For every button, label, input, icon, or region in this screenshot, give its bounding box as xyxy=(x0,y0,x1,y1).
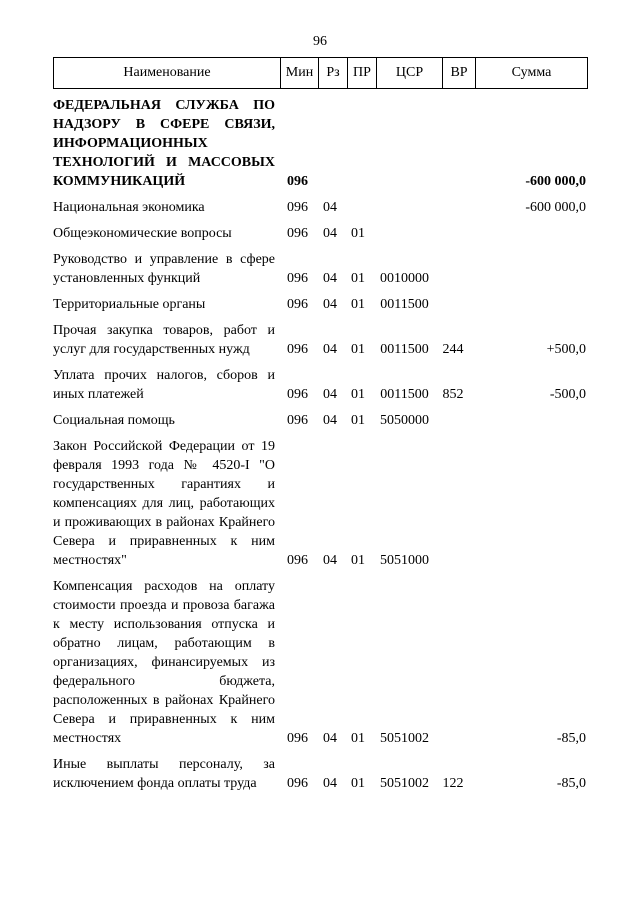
page-number: 96 xyxy=(313,34,327,49)
row-rz: 04 xyxy=(323,413,337,428)
budget-table xyxy=(53,96,588,800)
row-sum xyxy=(469,295,588,314)
row-vr: 852 xyxy=(442,387,464,402)
table-row xyxy=(53,366,588,404)
row-rz: 04 xyxy=(323,553,337,568)
row-vr: 244 xyxy=(442,342,464,357)
row-csr: 5050000 xyxy=(380,413,429,428)
row-min: 096 xyxy=(287,226,308,241)
row-vr xyxy=(437,295,469,314)
row-name: Общеэкономические вопросы xyxy=(53,226,232,241)
row-gap xyxy=(53,359,588,366)
header-min: Мин xyxy=(281,58,319,89)
row-sum: -500,0 xyxy=(549,387,586,402)
row-gap xyxy=(53,430,588,437)
row-min: 096 xyxy=(287,174,308,189)
row-pr: 01 xyxy=(351,271,365,286)
table-row xyxy=(53,198,588,217)
table-row xyxy=(53,577,588,748)
row-rz: 04 xyxy=(323,271,337,286)
row-sum xyxy=(469,224,588,243)
row-rz: 04 xyxy=(323,387,337,402)
row-rz: 04 xyxy=(323,200,337,215)
row-csr xyxy=(372,198,437,217)
row-csr xyxy=(372,96,437,191)
table-row xyxy=(53,250,588,288)
row-vr xyxy=(437,198,469,217)
header-sum: Сумма xyxy=(476,58,588,89)
row-csr: 5051002 xyxy=(380,776,429,791)
table-row xyxy=(53,224,588,243)
row-gap xyxy=(53,404,588,411)
header-csr: ЦСР xyxy=(377,58,443,89)
row-rz: 04 xyxy=(323,731,337,746)
row-min: 096 xyxy=(287,297,308,312)
row-sum xyxy=(469,250,588,288)
row-pr xyxy=(344,198,372,217)
header-pr: ПР xyxy=(348,58,377,89)
row-rz xyxy=(316,96,344,191)
row-sum xyxy=(469,411,588,430)
row-gap-cell xyxy=(53,793,588,800)
row-pr: 01 xyxy=(351,731,365,746)
row-rz: 04 xyxy=(323,342,337,357)
row-gap-cell xyxy=(53,191,588,198)
table-row xyxy=(53,96,588,191)
row-min: 096 xyxy=(287,271,308,286)
row-name: Иные выплаты персоналу, за исключением фонда оплаты труда xyxy=(53,757,275,791)
row-csr: 0010000 xyxy=(380,271,429,286)
row-name: Прочая закупка товаров, работ и услуг для государственных нужд xyxy=(53,323,275,357)
row-name: Руководство и управление в сфере установленных функций xyxy=(53,252,275,286)
table-row xyxy=(53,437,588,570)
row-pr xyxy=(344,96,372,191)
row-pr: 01 xyxy=(351,342,365,357)
row-gap-cell xyxy=(53,217,588,224)
table-row xyxy=(53,755,588,793)
row-gap xyxy=(53,793,588,800)
header-vr: ВР xyxy=(443,58,476,89)
row-min: 096 xyxy=(287,413,308,428)
row-name: Национальная экономика xyxy=(53,200,205,215)
row-rz: 04 xyxy=(323,297,337,312)
row-gap xyxy=(53,288,588,295)
row-pr: 01 xyxy=(351,553,365,568)
header-rz: Рз xyxy=(319,58,348,89)
row-csr xyxy=(372,224,437,243)
row-gap xyxy=(53,191,588,198)
row-gap-cell xyxy=(53,314,588,321)
row-pr: 01 xyxy=(351,226,365,241)
row-pr: 01 xyxy=(351,387,365,402)
table-row xyxy=(53,321,588,359)
row-min: 096 xyxy=(287,387,308,402)
row-name: Уплата прочих налогов, сборов и иных платежей xyxy=(53,368,275,402)
row-sum: -600 000,0 xyxy=(525,200,586,215)
row-rz: 04 xyxy=(323,776,337,791)
row-name: Закон Российской Федерации от 19 февраля 1993 года № 4520-I "О государственных гарантиях и компенсациях для лиц, работающих и проживающих в районах Крайнего Севера и приравненных к ним местностях" xyxy=(53,439,275,568)
row-csr: 5051002 xyxy=(380,731,429,746)
row-name: Социальная помощь xyxy=(53,413,175,428)
row-vr xyxy=(437,411,469,430)
row-gap-cell xyxy=(53,359,588,366)
row-csr: 0011500 xyxy=(380,297,429,312)
row-gap-cell xyxy=(53,288,588,295)
row-gap-cell xyxy=(53,748,588,755)
row-gap xyxy=(53,748,588,755)
row-gap xyxy=(53,570,588,577)
header-name: Наименование xyxy=(54,58,281,89)
row-sum: -85,0 xyxy=(556,731,586,746)
row-vr xyxy=(437,96,469,191)
row-min: 096 xyxy=(287,553,308,568)
row-name: ФЕДЕРАЛЬНАЯ СЛУЖБА ПО НАДЗОРУ В СФЕРЕ СВЯЗИ, ИНФОРМАЦИОННЫХ ТЕХНОЛОГИЙ И МАССОВЫХ КОММУНИКАЦИЙ xyxy=(53,98,275,189)
row-pr: 01 xyxy=(351,297,365,312)
row-csr: 5051000 xyxy=(380,553,429,568)
row-csr: 0011500 xyxy=(380,342,429,357)
row-gap xyxy=(53,243,588,250)
row-vr xyxy=(437,437,469,570)
row-gap-cell xyxy=(53,243,588,250)
row-vr xyxy=(437,577,469,748)
row-vr: 122 xyxy=(442,776,464,791)
row-rz: 04 xyxy=(323,226,337,241)
row-gap-cell xyxy=(53,570,588,577)
row-gap-cell xyxy=(53,404,588,411)
table-header xyxy=(53,57,588,89)
table-row xyxy=(53,411,588,430)
row-vr xyxy=(437,224,469,243)
row-sum: -85,0 xyxy=(556,776,586,791)
row-gap xyxy=(53,217,588,224)
row-vr xyxy=(437,250,469,288)
row-min: 096 xyxy=(287,731,308,746)
row-pr: 01 xyxy=(351,413,365,428)
row-pr: 01 xyxy=(351,776,365,791)
row-sum: -600 000,0 xyxy=(525,174,586,189)
row-name: Территориальные органы xyxy=(53,297,206,312)
row-sum: +500,0 xyxy=(546,342,586,357)
table-row xyxy=(53,295,588,314)
row-min: 096 xyxy=(287,776,308,791)
row-sum xyxy=(469,437,588,570)
row-min: 096 xyxy=(287,342,308,357)
row-min: 096 xyxy=(287,200,308,215)
row-gap-cell xyxy=(53,430,588,437)
row-gap xyxy=(53,314,588,321)
row-name: Компенсация расходов на оплату стоимости проезда и провоза багажа к месту использования отпуска и обратно лицам, работающим в организациях, финансируемых из федерального бюджета, расположенных в районах Крайнего Севера и приравненных к ним местностях xyxy=(53,579,275,746)
row-csr: 0011500 xyxy=(380,387,429,402)
